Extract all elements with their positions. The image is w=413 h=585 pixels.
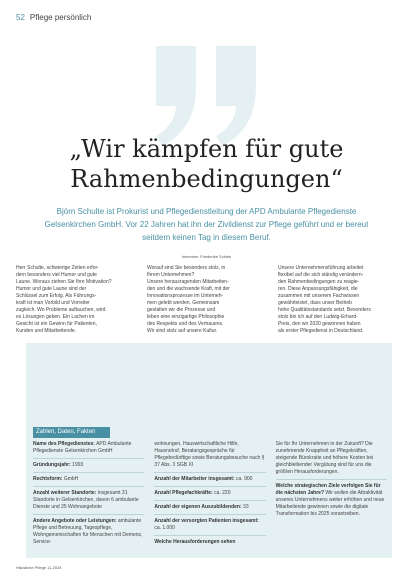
fact-value: 33 [243, 504, 249, 510]
fact-row [154, 476, 265, 487]
fact-row [33, 490, 144, 515]
body-line: des Respekts und des Vertrauens. [147, 321, 224, 327]
byline: Interview: Friederike Schiek [181, 254, 232, 259]
body-column [147, 265, 266, 335]
fact-row [154, 504, 265, 515]
article-title [0, 134, 413, 194]
body-column [16, 265, 135, 335]
body-line: flexibel auf die sich ständig verändern- [278, 272, 364, 278]
fact-box-heading: Zahlen, Daten, Fakten [33, 427, 110, 438]
fact-value: APD Ambulante Pflegedienste Gelsenkirchen GmbH [33, 441, 132, 454]
fact-value: 1993 [72, 462, 84, 468]
body-line: es Lösungen geben. Ein Lachen im [16, 314, 95, 320]
closing-quote-icon [150, 38, 270, 148]
fact-value: ca. 1.000 [154, 525, 175, 531]
body-line: Schlüssel zum Erfolg. Als Führungs- [16, 293, 97, 299]
page-footer: Häusliche Pflege 11-2024 [16, 565, 62, 570]
title-line-1: „Wir kämpfen für gute [69, 135, 344, 163]
fact-row [33, 518, 144, 549]
body-line: Unsere herausragenden Mitarbeiten- [147, 279, 229, 285]
body-line: Herr Schulte, schwierige Zeiten erfor- [16, 265, 99, 271]
fact-row [33, 476, 144, 487]
body-columns [16, 265, 397, 335]
fact-box-columns [33, 441, 387, 552]
body-line: leben eine einzigartige Philosophie [147, 314, 225, 320]
fact-value: ca. 220 [214, 490, 231, 496]
body-line: ren. Diese Anpassungsfähigkeit, die [278, 286, 358, 292]
body-line: Preis, den wir 2020 gewonnen haben [278, 321, 361, 327]
body-line: kraft ist man Vorbild und Vorreiter [16, 300, 90, 306]
fact-row [33, 462, 144, 473]
body-line: den und die wachsende Kraft, mit der [147, 286, 230, 292]
body-line: Laune. Woraus ziehen Sie Ihre Motivation? [16, 279, 112, 285]
body-line: Wir sind stolz auf unsere Kultur. [147, 328, 218, 334]
fact-column [154, 441, 265, 552]
body-column [278, 265, 397, 335]
page-header [16, 13, 91, 22]
body-line: Kunden und Mitarbeitende. [16, 328, 77, 334]
body-line: stolz bin ich auf den Ludwig-Erhard- [278, 314, 358, 320]
body-line: Ihrem Unternehmen? [147, 272, 195, 278]
fact-value: ca. 900 [236, 476, 253, 482]
fact-label: Anzahl der eigenen Auszubildenden: [154, 504, 242, 510]
fact-value: Sie für Ihr Unternehmen in der Zukunft? Die zunehmende Knappheit an Pflegekräften, steigende Bürokratie und höhere Kosten bei gleichbleibender Vergütung sind für uns die größten Herausforderungen. [275, 441, 374, 475]
lead-paragraph: Björn Schulte ist Prokurist und Pflegedienstleitung der APD Ambulante Pflegedienste Gelsenkirchen GmbH. Vor 22 Jahren hat ihn der Zivildienst zur Pflege geführt und er bereut seitdem keinen Tag in diesem Beruf. [44, 207, 369, 242]
fact-label: Gründungsjahr: [33, 462, 71, 468]
fact-label: Andere Angebote oder Leistungen: [33, 518, 117, 524]
page-number: 52 [16, 13, 25, 22]
body-line: Humor und gute Laune sind der [16, 286, 87, 292]
section-name: Pflege persönlich [29, 13, 92, 22]
fact-value: ambulante Pflege und Betreuung, Tagespflege, Wohngemeinschaften für Menschen mit Demenz, Service- [33, 518, 143, 545]
fact-label: Welche strategischen Ziele verfolgen Sie für die nächsten Jahre? [275, 483, 381, 496]
fact-label: Anzahl der versorgten Patienten insgesamt: [154, 518, 259, 524]
fact-row [276, 483, 387, 521]
body-line: zugleich. Wo Probleme auftauchen, wird [16, 307, 106, 313]
fact-row [154, 539, 265, 549]
fact-column [33, 441, 144, 552]
fact-label: Anzahl weiterer Standorte: [33, 490, 97, 496]
fact-row [276, 441, 387, 480]
body-line: gestalten wir die Prozesse und [147, 307, 216, 313]
fact-value: GmbH [63, 476, 79, 482]
body-line: men gelebt werden. Gemeinsam [147, 300, 220, 306]
body-line: Unsere Unternehmensführung arbeitet [278, 265, 364, 271]
body-line: zusammen mit unserem Fachwissen [278, 293, 360, 299]
body-line: als erster Pflegedienst in Deutschland. [278, 328, 364, 334]
body-line: dern besonders viel Humor und gute [16, 272, 97, 278]
fact-row [33, 441, 144, 459]
fact-row [154, 490, 265, 501]
fact-label: Anzahl Pflegefachkräfte: [154, 490, 213, 496]
body-line: Gesicht ist ein Gewinn für Patienten, [16, 321, 97, 327]
body-line: den Rahmenbedingungen zu reagie- [278, 279, 360, 285]
fact-value: wohnungen, Hauswirtschaftliche Hilfe, Hausnotruf, Beratungsgespräche für Pflegebedürftige sowie Beratungsbesuche nach § 37 Abs. 3 SGB XI [154, 441, 265, 468]
fact-label: Rechtsform: [33, 476, 63, 482]
fact-row [154, 441, 265, 473]
fact-label: Name des Pflegedienstes: [33, 441, 95, 447]
fact-value: Wir wollen die Attraktivität unseres Unternehmens weiter erhöhen und neue Mitarbeitende gewinnen sowie die digitale Transformation bis 2025 vorantreiben. [275, 490, 385, 517]
fact-label: Anzahl der Mitarbeiter insgesamt: [154, 476, 235, 482]
body-line: Innovationsprozesse im Unterneh- [147, 293, 224, 299]
body-line: gewährleistet, dass unser Betrieb [278, 300, 352, 306]
body-line: Worauf sind Sie besonders stolz, in [147, 265, 226, 271]
fact-label: Welche Herausforderungen sehen [154, 539, 236, 545]
title-line-2: Rahmenbedingungen“ [70, 165, 343, 193]
fact-column [276, 441, 387, 552]
body-line: hohe Qualitätsstandards setzt. Besonders [278, 307, 371, 313]
fact-row [154, 518, 265, 536]
fact-value: insgesamt 31 Standorte in Gelsenkirchen, davon 6 ambulante Dienste und 25 Wohnangebote [33, 490, 139, 510]
